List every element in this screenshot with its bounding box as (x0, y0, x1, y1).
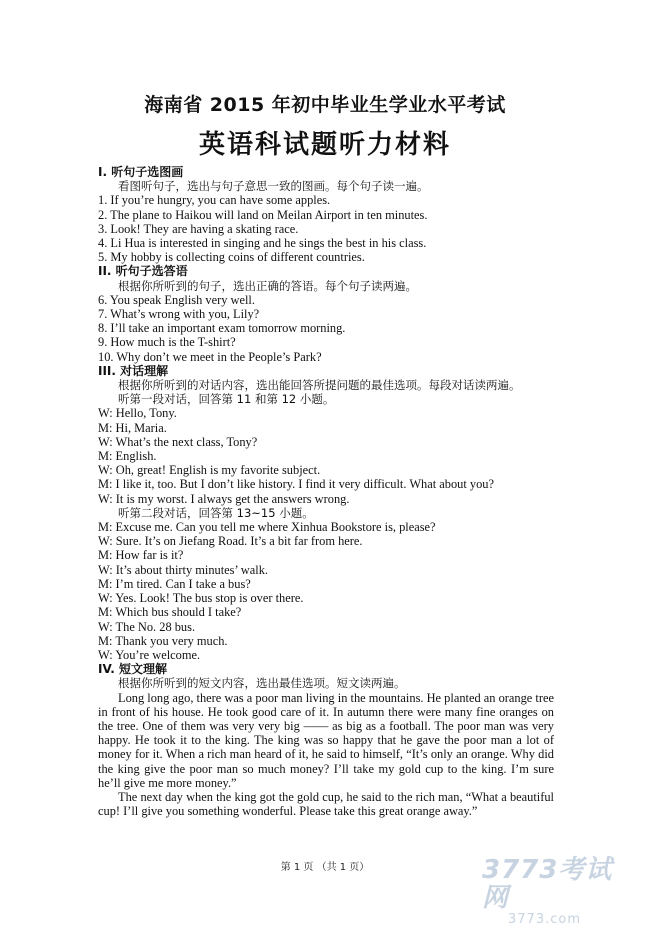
text-line: M: English. (98, 449, 157, 464)
text-line: W: You’re welcome. (98, 647, 201, 662)
instruction-text: 看图听句子，选出与句子意思一致的图画。每个句子读一遍。 (118, 179, 429, 194)
instruction-text: 听第二段对话，回答第 13~15 小题。 (118, 505, 314, 520)
text-line: W: Hello, Tony. (98, 406, 177, 421)
text-line: 7. What’s wrong with you, Lily? (98, 307, 260, 322)
text-line: 4. Li Hua is interested in singing and he sings the best in his class. (98, 236, 427, 251)
text-line: M: How far is it? (98, 548, 184, 563)
text-line: M: Thank you very much. (98, 633, 228, 648)
instruction-text: 根据你所听到的句子，选出正确的答语。每个句子读两遍。 (118, 278, 417, 293)
text-line: W: What’s the next class, Tony? (98, 434, 258, 449)
text-line: W: Oh, great! English is my favorite subject. (98, 463, 321, 478)
instruction-text: 根据你所听到的对话内容，选出能回答所提问题的最佳选项。每段对话读两遍。 (118, 378, 521, 393)
text-line: M: I like it, too. But I don’t like history. I find it very difficult. What about you? (98, 477, 494, 492)
text-line: 1. If you’re hungry, you can have some apples. (98, 193, 331, 208)
watermark-logo-text: 3773考试网 (482, 855, 613, 913)
text-line: M: Which bus should I take? (98, 605, 242, 620)
section-heading: IV. 短文理解 (98, 662, 167, 677)
text-line: W: Yes. Look! The bus stop is over there. (98, 591, 304, 606)
text-line: 6. You speak English very well. (98, 292, 255, 307)
text-line: 3. Look! They are having a skating race. (98, 221, 299, 236)
text-line: 5. My hobby is collecting coins of different countries. (98, 250, 365, 265)
section-heading: II. 听句子选答语 (98, 264, 188, 279)
text-line: W: Sure. It’s on Jiefang Road. It’s a bit far from here. (98, 534, 363, 549)
watermark-logo (482, 855, 632, 927)
line-list (98, 165, 554, 691)
passage-paragraph: The next day when the king got the gold cup, he said to the rich man, “What a beautiful cup! I’ll give you something wonderful. Please take this great orange away.” (98, 789, 554, 819)
exam-title: 海南省 2015 年初中毕业生学业水平考试 (144, 94, 506, 116)
material-title: 英语科试题听力材料 (198, 130, 451, 160)
text-line: M: I’m tired. Can I take a bus? (98, 576, 251, 591)
instruction-text: 听第一段对话，回答第 11 和第 12 小题。 (118, 392, 335, 407)
text-line: M: Excuse me. Can you tell me where Xinhua Bookstore is, please? (98, 520, 436, 535)
text-line: W: It is my worst. I always get the answers wrong. (98, 491, 350, 506)
text-line: 9. How much is the T-shirt? (98, 335, 236, 350)
page-footer: 第 1 页 （共 1 页） (280, 862, 370, 873)
document-body (98, 165, 554, 818)
passage-paragraph: Long long ago, there was a poor man living in the mountains. He planted an orange tree in front of his house. He took good care of it. In autumn there were many fine oranges on the tree. One of them was very very big —— as big as a football. The poor man was very happy. He took it to the king. The king was so happy that he gave the poor man a lot of money for it. When a rich man heard of it, he said to himself, “It’s only an orange. Why did the king give the poor man so much money? I’ll take my gold cup to the king. I’m sure he’ll give me more money.” (98, 690, 554, 790)
text-line: 2. The plane to Haikou will land on Meilan Airport in ten minutes. (98, 207, 428, 222)
section-heading: III. 对话理解 (98, 363, 169, 378)
text-line: 10. Why don’t we meet in the People’s Park? (98, 349, 322, 364)
instruction-text: 根据你所听到的短文内容，选出最佳选项。短文读两遍。 (118, 676, 406, 691)
text-line: M: Hi, Maria. (98, 420, 167, 435)
text-line: W: The No. 28 bus. (98, 619, 196, 634)
watermark-url: 3773.com (508, 912, 581, 927)
section-heading: I. 听句子选图画 (98, 165, 184, 179)
text-line: 8. I’ll take an important exam tomorrow morning. (98, 321, 346, 336)
text-line: W: It’s about thirty minutes’ walk. (98, 562, 268, 577)
